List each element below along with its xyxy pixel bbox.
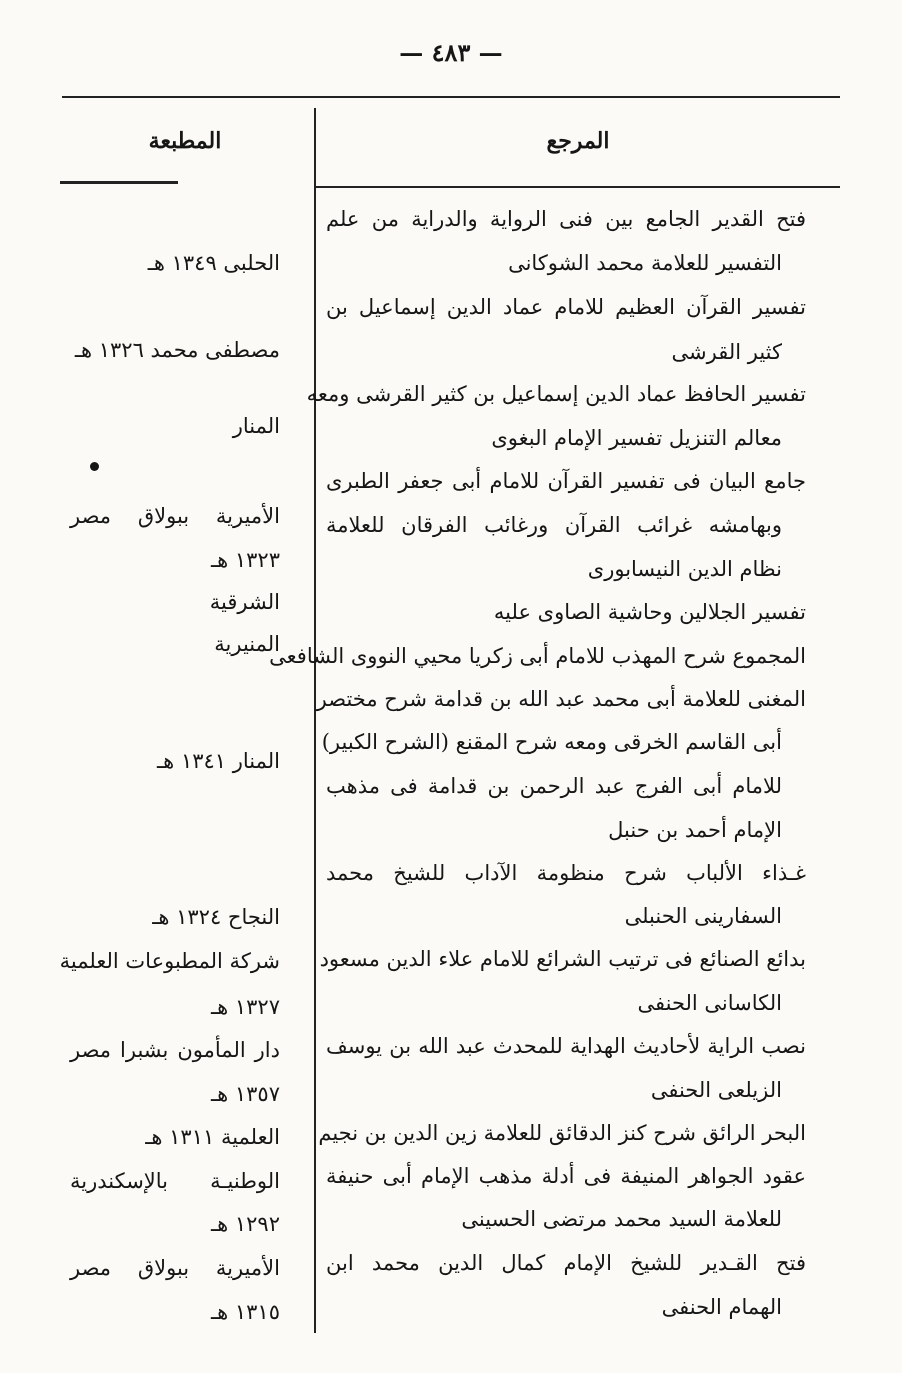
reference-line: السفارينى الحنبلى: [624, 904, 782, 928]
reference-line: أبى القاسم الخرقى ومعه شرح المقنع (الشرح الكبير): [321, 730, 782, 754]
reference-line: الهمام الحنفى: [661, 1295, 782, 1319]
press-entry: الحلبى ١٣٤٩ هـ: [147, 251, 280, 275]
press-entry: المنار ١٣٤١ هـ: [157, 749, 280, 773]
reference-line: غـذاء الألباب شرح منظومة الآداب للشيخ محمد: [326, 861, 806, 885]
press-entry: شركة المطبوعات العلمية: [59, 949, 280, 973]
reference-line: للعلامة السيد محمد مرتضى الحسينى: [461, 1207, 782, 1231]
reference-line: البحر الرائق شرح كنز الدقائق للعلامة زين الدين بن نجيم: [318, 1121, 806, 1145]
reference-line: التفسير للعلامة محمد الشوكانى: [508, 251, 782, 275]
press-entry: دار المأمون بشبرا مصر: [70, 1038, 280, 1062]
reference-line: عقود الجواهر المنيفة فى أدلة مذهب الإمام أبى حنيفة: [326, 1164, 806, 1188]
press-entry: ١٣٥٧ هـ: [210, 1082, 280, 1106]
reference-line: الإمام أحمد بن حنبل: [608, 818, 782, 842]
press-entry: المنيرية: [214, 632, 280, 656]
reference-column-header: المرجع: [546, 128, 610, 154]
reference-line: كثير القرشى: [671, 340, 782, 364]
reference-line: تفسير القرآن العظيم للامام عماد الدين إسماعيل بن: [326, 295, 806, 319]
press-entry: مصطفى محمد ١٣٢٦ هـ: [74, 338, 280, 362]
press-entry: الشرقية: [209, 590, 280, 614]
reference-line: بدائع الصنائع فى ترتيب الشرائع للامام علاء الدين مسعود: [319, 947, 806, 971]
press-header-rule: [60, 181, 178, 184]
press-entry: النجاح ١٣٢٤ هـ: [152, 905, 280, 929]
reference-header-rule: [316, 186, 840, 188]
press-entry: الأميرية ببولاق مصر: [70, 1256, 280, 1280]
press-entry: ١٣١٥ هـ: [210, 1300, 280, 1324]
press-entry: العلمية ١٣١١ هـ: [145, 1125, 280, 1149]
press-entry: الأميرية ببولاق مصر: [70, 504, 280, 528]
reference-line: الكاسانى الحنفى: [637, 991, 782, 1015]
press-entry: ١٢٩٢ هـ: [210, 1212, 280, 1236]
reference-line: نصب الراية لأحاديث الهداية للمحدث عبد الله بن يوسف: [326, 1034, 806, 1058]
reference-line: تفسير الحافظ عماد الدين إسماعيل بن كثير القرشى ومعه: [306, 382, 806, 406]
ink-dot: [90, 462, 99, 471]
reference-line: نظام الدين النيسابورى: [587, 557, 782, 581]
reference-line: للامام أبى الفرج عبد الرحمن بن قدامة فى مذهب: [326, 774, 782, 798]
reference-line: المغنى للعلامة أبى محمد عبد الله بن قدامة شرح مختصر: [316, 687, 806, 711]
reference-line: معالم التنزيل تفسير الإمام البغوى: [491, 426, 782, 450]
top-rule: [62, 96, 840, 98]
press-column-header: المطبعة: [148, 128, 222, 154]
reference-line: وبهامشه غرائب القرآن ورغائب الفرقان للعلامة: [326, 513, 782, 537]
press-entry: الوطنيـة بالإسكندرية: [70, 1169, 280, 1193]
press-entry: المنار: [232, 414, 280, 438]
reference-line: تفسير الجلالين وحاشية الصاوى عليه: [493, 600, 806, 624]
page-number: — ٤٨٣ —: [399, 38, 503, 67]
press-entry: ١٣٢٣ هـ: [210, 548, 280, 572]
reference-line: فتح القـدير للشيخ الإمام كمال الدين محمد ابن: [326, 1251, 806, 1275]
reference-line: المجموع شرح المهذب للامام أبى زكريا محيي النووى الشافعى: [269, 644, 806, 668]
reference-line: جامع البيان فى تفسير القرآن للامام أبى جعفر الطبرى: [326, 469, 806, 493]
reference-line: الزيلعى الحنفى: [650, 1078, 782, 1102]
column-divider: [314, 108, 316, 1333]
reference-line: فتح القدير الجامع بين فنى الرواية والدراية من علم: [326, 207, 806, 231]
press-entry: ١٣٢٧ هـ: [210, 995, 280, 1019]
